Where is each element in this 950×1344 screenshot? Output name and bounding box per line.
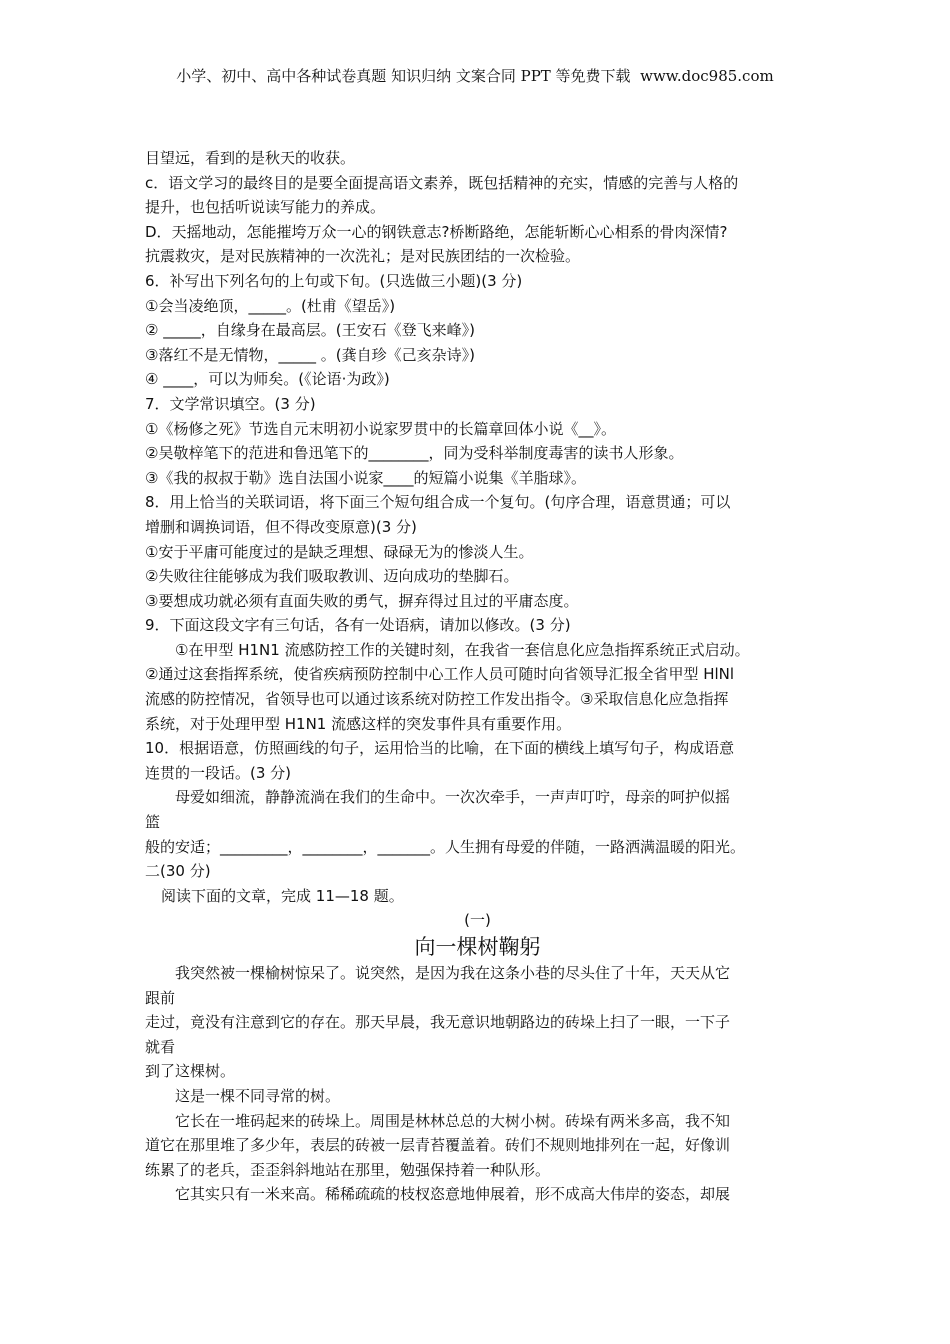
- text-line: 般的安适；_________，________，_______。人生拥有母爱的伴随，一路洒满温暖的阳光。: [145, 837, 746, 856]
- text-line: ③落红不是无情物，_____ 。(龚自珍《己亥杂诗》): [145, 345, 475, 364]
- text-line: ②吴敬梓笔下的范进和鲁迅笔下的________，同为受科举制度毒害的读书人形象。: [145, 444, 684, 463]
- article-title: 向一棵树鞠躬: [414, 935, 541, 959]
- text-line: D．天摇地动，怎能摧垮万众一心的钢铁意志?桥断路绝，怎能斩断心心相系的骨肉深情?: [145, 222, 728, 241]
- question-7-heading: 7．文学常识填空。(3 分): [145, 394, 316, 413]
- subsection-label: (一): [464, 911, 491, 930]
- question-10-heading: 10．根据语意，仿照画线的句子，运用恰当的比喻，在下面的横线上填写句子，构成语意: [145, 739, 735, 758]
- text-line: 到了这棵树。: [145, 1062, 236, 1081]
- text-line: ①在甲型 H1N1 流感防控工作的关键时刻，在我省一套信息化应急指挥系统正式启动。: [175, 640, 750, 659]
- text-line: 我突然被一棵榆树惊呆了。说突然，是因为我在这条小巷的尽头住了十年，天天从它: [175, 964, 731, 982]
- text-line: 母爱如细流，静静流淌在我们的生命中。一次次牵手，一声声叮咛，母亲的呵护似摇: [175, 788, 731, 807]
- text-line: ①安于平庸可能度过的是缺乏理想、碌碌无为的惨淡人生。: [145, 542, 534, 561]
- text-line: ①《杨修之死》节选自元末明初小说家罗贯中的长篇章回体小说《__》。: [145, 419, 616, 438]
- question-6-heading: 6．补写出下列名句的上句或下旬。(只选做三小题)(3 分): [145, 271, 523, 290]
- text-line: c．语文学习的最终目的是要全面提高语文素养，既包括精神的充实，情感的完善与人格的: [145, 173, 739, 192]
- text-line: 就看: [145, 1037, 176, 1056]
- text-line: 提升，也包括听说读写能力的养成。: [145, 198, 386, 217]
- text-line: ③《我的叔叔于勒》选自法国小说家____的短篇小说集《羊脂球》。: [145, 468, 586, 487]
- text-line: ③要想成功就必须有直面失败的勇气，摒弃得过且过的平庸态度。: [145, 591, 579, 610]
- section-two-heading: 二(30 分): [145, 862, 211, 881]
- text-line: 练累了的老兵，歪歪斜斜地站在那里，勉强保持着一种队形。: [145, 1160, 551, 1179]
- text-line: 它其实只有一米来高。稀稀疏疏的枝杈恣意地伸展着，形不成高大伟岸的姿态，却展: [175, 1185, 731, 1204]
- text-line: ④ ____，可以为师矣。(《论语·为政》): [145, 370, 390, 389]
- header-text: 小学、初中、高中各种试卷真题 知识归纳 文案合同 PPT 等免费下载: [176, 67, 631, 85]
- text-line: ②失败往往能够成为我们吸取教训、迈向成功的垫脚石。: [145, 567, 519, 586]
- text-line: 篮: [145, 813, 161, 832]
- document-body: [145, 146, 810, 1207]
- text-line: 这是一棵不同寻常的树。: [175, 1086, 341, 1105]
- text-line: 系统，对于处理甲型 H1N1 流感这样的突发事件具有重要作用。: [145, 714, 572, 733]
- text-line: 抗震救灾，是对民族精神的一次洗礼；是对民族团结的一次检验。: [145, 247, 581, 266]
- header-url: www.doc985.com: [640, 67, 774, 85]
- question-9-heading: 9．下面这段文字有三句话，各有一处语病，请加以修改。(3 分): [145, 616, 571, 635]
- text-line: 阅读下面的文章，完成 11—18 题。: [161, 886, 404, 905]
- question-8-heading: 8．用上恰当的关联词语，将下面三个短句组合成一个复句。(句序合理，语意贯通；可以: [145, 493, 731, 512]
- text-line: 它长在一堆码起来的砖垛上。周围是林林总总的大树小树。砖垛有两米多高，我不知: [175, 1111, 731, 1130]
- text-line: ①会当凌绝顶，_____。(杜甫《望岳》): [145, 296, 396, 315]
- text-line: 跟前: [145, 988, 176, 1007]
- text-line: 连贯的一段话。(3 分): [145, 763, 292, 782]
- text-line: 增删和调换词语，但不得改变原意)(3 分): [145, 517, 417, 536]
- text-line: 走过，竟没有注意到它的存在。那天早晨，我无意识地朝路边的砖垛上扫了一眼，一下子: [145, 1013, 731, 1032]
- text-line: ② _____，自缘身在最高层。(王安石《登飞来峰》): [145, 321, 475, 340]
- text-line: 流感的防控情况，省领导也可以通过该系统对防控工作发出指令。③采取信息化应急指挥: [145, 690, 729, 709]
- text-line: 目望远，看到的是秋天的收获。: [145, 149, 356, 167]
- text-line: ②通过这套指挥系统，使省疾病预防控制中心工作人员可随时向省领导汇报全省甲型 HlNl: [145, 665, 735, 684]
- page-header: [0, 66, 950, 86]
- text-line: 道它在那里堆了多少年，表层的砖被一层青苔覆盖着。砖们不规则地排列在一起，好像训: [145, 1136, 731, 1155]
